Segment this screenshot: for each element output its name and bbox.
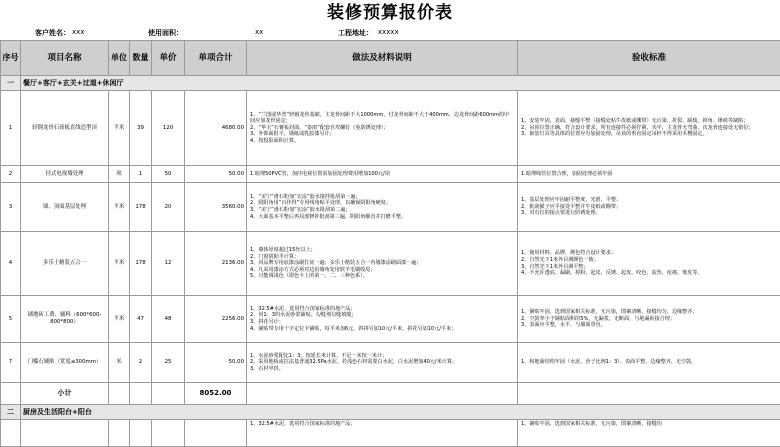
row-qty: 39: [130, 91, 152, 166]
row-unit: 平米: [109, 232, 130, 296]
customer-label: 客户姓名：: [35, 28, 70, 38]
section-title: 餐厅+客厅+玄关+过道+休闲厅: [21, 76, 780, 91]
row-standard: 1、使用材料、品牌、颜色符合设计要求； 2、自然光下1米外目测颜色一致； 3、自然光下1米外目测平整； 4、不允许透底、漏刷、掉粉、起皮、反锈、起皮、咬色、流坠、疙瘩、皱皮等。: [518, 232, 780, 296]
table-row: [1, 343, 780, 383]
row-price: 25: [152, 343, 185, 383]
row-index: 4: [1, 232, 21, 296]
row-unit: 平米: [109, 183, 130, 232]
row-desc: 1、“美宁”滑石粉加“宏涂”胶水搅拌批刮第一遍； 2、阴阳角用“百佳得”专用线角贴平处理，以确保阴阳角硬度； 3、“美宁”滑石粉加“宏涂”胶水批刮第二遍； 4、大面基本平整后再局部修补批刮第三遍，阴阳角顺直并打磨平整。: [247, 183, 518, 232]
address-value: xxxxx: [378, 28, 399, 36]
row-name: 轻钢龙骨石膏板直线造型顶: [21, 91, 109, 166]
row-desc: 1.暗埋50PVC管，加挂电视位置需加固处理费用增加100元/项: [247, 166, 518, 183]
row-index: 5: [1, 296, 21, 343]
project-info: [0, 26, 780, 40]
row-standard: 1、铺贴牢固，选到国家相关标准，无污染，图案清晰，接缝均: [518, 420, 780, 447]
subtotal-row: [1, 383, 780, 405]
col-standard: 验收标准: [518, 41, 780, 76]
row-qty: 178: [130, 232, 152, 296]
row-unit: 米: [109, 343, 130, 383]
row-desc: 1、水泥砂浆配比1：3，按延长米计算，不足一米按一米计； 2、采用地板或拉法基普通32.5Pa水泥。若浅色石材需要白水泥，白水泥增加40元/米计算； 3、石材甲供。: [247, 343, 518, 383]
row-desc: 1、32.5#水泥，选用符合国家标准的地产品；: [247, 420, 518, 447]
row-unit: 项: [109, 166, 130, 183]
row-standard: 1、安装牢固，表面、接缝平整（接缝处贴牛皮纸或绷带）无污染、折裂、缺棱、掉角、锤痕等缺陷； 2、吊顶位置正确，符合设计要求，所有连接件必须拧紧、夹牢，主龙骨无弯曲，次龙骨连接处无错位； 3、嵌装灯具等具体的位置应有加固处理，吊顶的垂直固定吊杆不得采用木楔固定。: [518, 91, 780, 166]
col-total: 单项合计: [185, 41, 247, 76]
row-qty: 178: [130, 183, 152, 232]
page-title: 装修预算报价表: [0, 0, 780, 26]
row-standard: 1.暗埋线管位置合理，加固处理必须牢固: [518, 166, 780, 183]
table-row: [1, 232, 780, 296]
row-unit: 平米: [109, 91, 130, 166]
header-row: [1, 41, 780, 76]
row-name: 多乐士精装五合一: [21, 232, 109, 296]
row-index: 1: [1, 91, 21, 166]
section-number: 二: [1, 405, 21, 420]
table-row: [1, 91, 780, 166]
col-unit: 单位: [109, 41, 130, 76]
row-total: 2136.00: [185, 232, 247, 296]
subtotal-total: 8052.00: [185, 383, 247, 405]
row-index: 2: [1, 166, 21, 183]
row-qty: 47: [130, 296, 152, 343]
section-title: 厨房及生活阳台+阳台: [21, 405, 780, 420]
section-row: [1, 405, 780, 420]
col-index: 序号: [1, 41, 21, 76]
section-row: [1, 76, 780, 91]
table-row: [1, 183, 780, 232]
row-price: 120: [152, 91, 185, 166]
row-name: 铺地砖工费、辅料（600*600-800*800）: [21, 296, 109, 343]
col-name: 项目名称: [21, 41, 109, 76]
row-standard: 1、和地面结构牢固（水泥、沙子比例1：3）、表面平整、边缘整齐、无空鼓。: [518, 343, 780, 383]
row-total: 3560.00: [185, 183, 247, 232]
row-name: 挂式电视墙处理: [21, 166, 109, 183]
row-price: 48: [152, 296, 185, 343]
row-standard: 1、基层处理应牢固耐平整度、光滑、平整； 2、批刮腻子应平接处平整并牛皮纸或绷带； 3、对有钉的接点要进行防锈处理。: [518, 183, 780, 232]
subtotal-label: 小计: [21, 383, 109, 405]
col-qty: 数量: [130, 41, 152, 76]
row-qty: 1: [130, 166, 152, 183]
table-row: [1, 296, 780, 343]
row-total: 4680.00: [185, 91, 247, 166]
row-total: 50.00: [185, 166, 247, 183]
address-label: 工程地址：: [338, 28, 373, 38]
row-index: 7: [1, 343, 21, 383]
row-index: 3: [1, 183, 21, 232]
row-price: 12: [152, 232, 185, 296]
row-total: 50.00: [185, 343, 247, 383]
row-total: 2256.00: [185, 296, 247, 343]
table-row: [1, 166, 780, 183]
col-desc: 做法及材料说明: [247, 41, 518, 76]
row-name: 门槛石辅贴（宽度≤300mm）: [21, 343, 109, 383]
area-value: xx: [255, 28, 263, 36]
row-desc: 1、“兰图或华普”轻钢龙骨基础，主龙骨间距不大1000mm，付龙骨间距不大于400mm，边龙骨间距600mm的中间应加龙骨固定； 2、“华玉”石膏板封面，“泰雨”配套自攻螺钉（免防锈处理）； 3、外饰面批平，墙纸或乳胶漆另计； 4、按投影面积计算。: [247, 91, 518, 166]
table-row: [1, 420, 780, 447]
row-qty: 2: [130, 343, 152, 383]
row-price: 50: [152, 166, 185, 183]
col-price: 单价: [152, 41, 185, 76]
row-unit: 平米: [109, 296, 130, 343]
row-standard: 1、铺贴牢固，选到国家相关标准，无污染，图案清晰，接缝均匀，边缘整齐； 2、空鼓率小于铺贴面积的5%，无漏浆，无断面，与地漏衔接合理； 3、表面应平整，水平，与墙面垂直。: [518, 296, 780, 343]
customer-value: xxx: [72, 28, 84, 36]
row-name: 墙、顶面基层处理: [21, 183, 109, 232]
budget-table: [0, 40, 780, 447]
row-desc: 1、32.5#水泥，选用符合国家标准的地产品； 2、用1：3的水泥砂浆铺贴，勾缝剂勾缝填缝； 3、拼花另计； 4、铺贴带专用十字定位卡铺贴，每平米加6元，斜拼另加10元/平米，拼花另加10元/平米；: [247, 296, 518, 343]
row-desc: 1、墙体厚度超过15丝以上； 2、门窗阴阳半计算； 3、同品牌专用底漆涂刷打底一遍；多乐士精装五合一内墙漆涂刷面漆一遍； 4、凡采用漆涂方式必须对边沿墙角处用软羊毛刷收尾； 5、只能调浅色（即色卡上的第一、二、三种色系）。: [247, 232, 518, 296]
row-price: 20: [152, 183, 185, 232]
section-number: 一: [1, 76, 21, 91]
area-label: 使用面积：: [148, 28, 183, 38]
